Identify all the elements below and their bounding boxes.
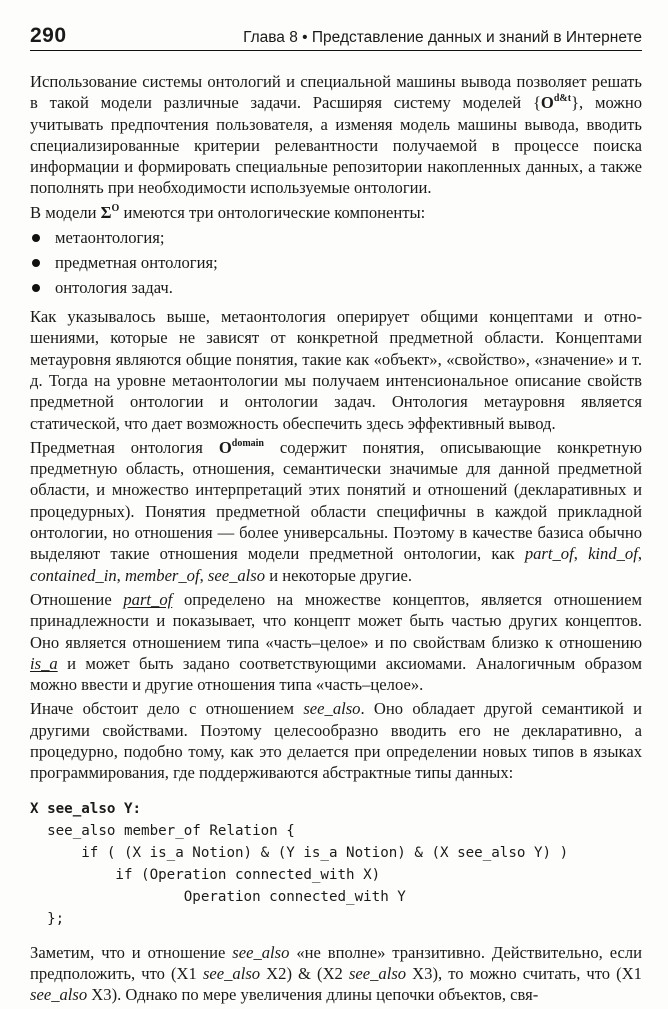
paragraph-7 (30, 942, 642, 1006)
page-number: 290 (30, 24, 67, 47)
text: и может быть задано соответствующими аксиомами. Аналогичным образом можно ввести и другие отношения типа «часть–целое». (30, 653, 642, 695)
separator: , (637, 544, 642, 564)
term: part_of (524, 544, 574, 564)
superscript-domain: domain (231, 437, 264, 449)
paragraph-2 (30, 202, 642, 223)
bullet-list (30, 227, 642, 302)
bullet-icon (32, 284, 40, 292)
text: X3). Однако по мере увеличения длины цепочки объектов, свя- (87, 985, 539, 1005)
term: see_also (232, 942, 290, 962)
text: Отношение (30, 589, 124, 609)
term: kind_of (588, 544, 638, 564)
bullet-icon (32, 234, 40, 242)
symbol-sigma: Σ (100, 202, 112, 222)
term: contained_in (30, 565, 117, 585)
text: Иначе обстоит дело с отношением (30, 699, 304, 719)
text: . Оно обладает другой семантикой и другими свойствами. Поэтому целесообразно вводить его не декларативно, а процедурно, подобно тому, как это делается при определении новых типов в языках программирования, где поддерживаются абстрактные типы данных: (30, 699, 642, 783)
paragraph-4 (30, 437, 642, 586)
paragraph-6 (30, 698, 642, 783)
superscript-dt: d&t (553, 93, 572, 105)
text: и некоторые другие. (265, 565, 413, 585)
list-item (30, 277, 642, 302)
superscript-o: O (111, 202, 120, 214)
text: Заметим, что и отношение (30, 942, 233, 962)
term: is_a (30, 653, 58, 673)
symbol-o: O (540, 93, 554, 113)
list-item (30, 227, 642, 252)
text: Предметная онтология (30, 437, 219, 457)
separator: , (573, 544, 589, 564)
bullet-icon (32, 259, 40, 267)
term: see_also (202, 963, 261, 983)
list-item-text: метаонтология; (55, 228, 165, 248)
text: X2) & (X2 (260, 963, 349, 983)
separator: , (116, 565, 125, 585)
page-header (30, 24, 642, 48)
text: В модели (30, 202, 101, 222)
term: see_also (303, 699, 361, 719)
text: Использование системы онтологий и специальной машины вывода позволяет решать в такой модели различные задачи. Расширяя систему моделей { (30, 72, 642, 113)
text: X3), то можно считать, что (X1 (406, 963, 642, 983)
separator: , (199, 565, 208, 585)
text: содержит понятия, описывающие конкретную предметную область, отношения, семантически значимые для данной предметной области, и множество интерпретаций этих понятий и отношений (декларативных и процедурных). Понятия предметной области специфичны в каждой прикладной онтологии, но отношения — более универсальны. Поэтому в качестве базиса обычно выделяют такие отношения модели предметной онтологии, как (30, 437, 642, 564)
text: }, можно учитывать предпочтения пользователя, а изменяя модель машины вывода, вводить специализированные критерии релевантности получаемой в процессе поиска информации и формировать специальные репозитории накопленных данных, а также пополнять при необходимости используемые онтологии. (30, 93, 642, 198)
header-rule (30, 50, 642, 51)
list-item-text: онтология задач. (55, 278, 173, 298)
term: see_also (30, 985, 88, 1005)
paragraph-3: Как указывалось выше, метаонтология оперирует общими концептами и отношениями, которые не зависят от конкретной предметной области. Концептами метауровня являются общие понятия, такие как «объект», «свойство», «значение» и т. д. Тогда на уровне метаонтологии мы получаем интенсиональное описание свойств предметной онтологии и онтологии задач. Онтология метауровня является статической, что дает возможность обеспечить здесь эффективный вывод. (30, 307, 642, 433)
text: определено на множестве концептов, является отношением принадлежности и показывает, что концепт может быть частью других концептов. Оно является отношением типа «часть–целое» и по свойствам близко к отношению (30, 589, 642, 652)
term: member_of (124, 565, 200, 585)
symbol-o: O (218, 437, 232, 457)
page-body (30, 71, 642, 1009)
paragraph-1 (30, 71, 642, 199)
term: see_also (348, 963, 407, 983)
paragraph-5 (30, 589, 642, 695)
code-line: if (Operation connected_with X) (30, 866, 381, 883)
list-item (30, 252, 642, 277)
code-line: if ( (X is_a Notion) & (Y is_a Notion) & (X see_also Y) ) (30, 844, 569, 861)
term: see_also (207, 565, 266, 585)
code-block (30, 798, 642, 930)
code-line: X see_also Y: (30, 800, 142, 817)
code-line: Operation connected_with Y (30, 888, 406, 905)
list-item-text: предметная онтология; (55, 253, 218, 273)
text: имеются три онтологические компоненты: (119, 202, 426, 222)
term: part_of (123, 589, 173, 609)
text: «не вполне» транзитивно. Действительно, если предположить, что (X1 (30, 942, 642, 983)
running-title: Глава 8 • Представление данных и знаний в Интернете (243, 29, 642, 46)
code-line: }; (30, 910, 65, 927)
code-line: see_also member_of Relation { (30, 822, 295, 839)
